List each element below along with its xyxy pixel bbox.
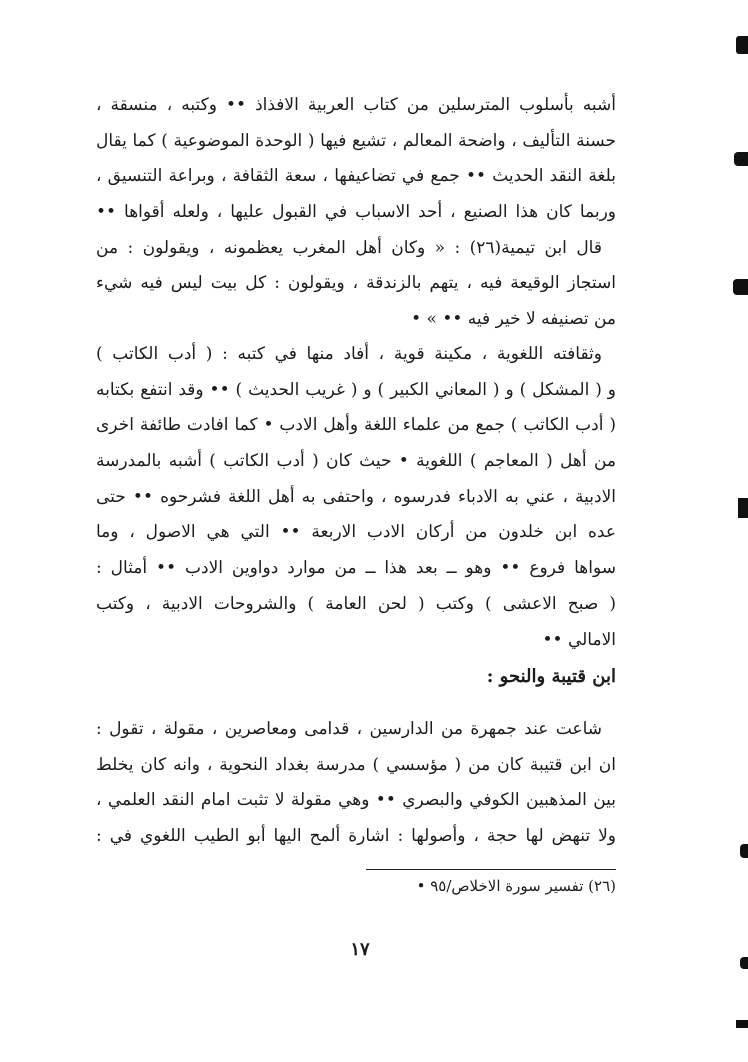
text-line: سواها فروع •• وهو ــ بعد هذا ــ من موارد دواوين الادب •• أمثال : <box>96 558 616 579</box>
text-line: استجاز الوقيعة فيه ، يتهم بالزندقة ، ويقولون : كل بيت ليس فيه شيء <box>96 273 616 294</box>
text-line: وربما كان هذا الصنيع ، أحد الاسباب في القبول عليها ، ولعله أقواها •• <box>96 202 616 223</box>
footnote: (٢٦) تفسير سورة الاخلاص/٩٥ • <box>416 877 616 895</box>
text-line: أشبه بأسلوب المترسلين من كتاب العربية الافذاذ •• وكتبه ، منسقة ، <box>96 95 616 115</box>
text-line: بين المذهبين الكوفي والبصري •• وهي مقولة لا تثبت امام النقد العلمي ، <box>96 790 616 811</box>
text-line: الامالي •• <box>542 629 616 650</box>
scan-edge-mark <box>734 152 748 166</box>
text-line: الادبية ، عني به الادباء فدرسوه ، واحتفى به أهل اللغة فشرحوه •• حتى <box>96 486 616 507</box>
scan-edge-mark <box>738 498 748 518</box>
page-number: ١٧ <box>350 939 370 960</box>
text-line: من تصنيفه لا خير فيه •• » • <box>411 309 616 330</box>
scan-edge-mark <box>736 1020 748 1028</box>
text-line: ( صبح الاعشى ) وكتب ( لحن العامة ) والشروحات الادبية ، وكتب <box>96 593 616 614</box>
text-line: و ( المشكل ) و ( المعاني الكبير ) و ( غريب الحديث ) •• وقد انتفع بكتابه <box>96 379 616 400</box>
scan-edge-mark <box>733 279 748 295</box>
text-line: بلغة النقد الحديث •• جمع في تضاعيفها ، سعة الثقافة ، وبراعة التنسيق ، <box>96 166 616 187</box>
text-line: عده ابن خلدون من أركان الادب الاربعة •• التي هي الاصول ، وما <box>96 522 616 543</box>
text-line: من أهل ( المعاجم ) اللغوية • حيث كان ( أدب الكاتب ) أشبه بالمدرسة <box>96 451 616 472</box>
text-line: ولا تنهض لها حجة ، وأصولها : اشارة ألمح اليها أبو الطيب اللغوي في : <box>96 826 616 847</box>
text-line: وثقافته اللغوية ، مكينة قوية ، أفاد منها في كتبه : ( أدب الكاتب ) <box>96 344 602 364</box>
footnote-divider <box>366 869 616 870</box>
section-heading: ابن قتيبة والنحو : <box>486 666 616 687</box>
text-line: حسنة التأليف ، واضحة المعالم ، تشيع فيها ( الوحدة الموضوعية ) كما يقال <box>96 130 616 151</box>
paragraph-grammar <box>96 712 616 855</box>
text-line: ان ابن قتيبة كان من ( مؤسسي ) مدرسة بغداد النحوية ، وانه كان يخلط <box>96 754 616 775</box>
text-line: قال ابن تيمية(٢٦) : « وكان أهل المغرب يعظمونه ، ويقولون : من <box>96 237 602 258</box>
paragraph-linguistic-culture <box>96 337 616 658</box>
scan-edge-mark <box>740 957 748 969</box>
scan-edge-mark <box>736 36 748 54</box>
scan-edge-mark <box>740 844 748 858</box>
paragraph-thaqafa-style <box>96 88 616 338</box>
text-line: ( أدب الكاتب ) جمع من علماء اللغة وأهل الادب • كما افادت طائفة اخرى <box>96 415 616 436</box>
text-line: شاعت عند جمهرة من الدارسين ، قدامى ومعاصرين ، مقولة ، تقول : <box>96 719 602 739</box>
